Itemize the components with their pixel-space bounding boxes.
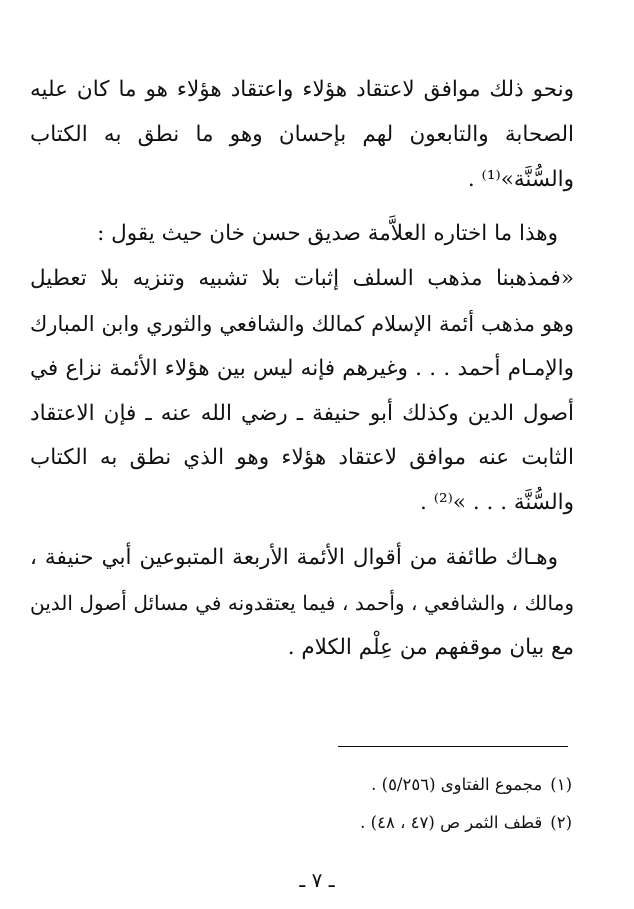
page-number: ـ ٧ ـ [299,868,335,892]
paragraph-gap [30,202,574,212]
text-line: الصحابة والتابعون لهم بإحسان وهو ما نطق به الكتاب [30,121,574,147]
text-line: مع بيان موقفهم من عِلْم الكلام . [287,634,574,660]
footnote-number: (٢) [550,813,572,832]
footnote-2 [120,804,572,842]
footnote-text: قطف الثمر ص (٤٧ ، ٤٨) . [360,813,543,832]
paragraph-gap [30,526,574,536]
text-line: وهذا ما اختاره العلاَّمة صديق حسن خان حيث يقول : [97,221,558,247]
footnotes [120,766,572,842]
footnote-separator [338,746,568,747]
paragraph-3 [30,536,574,670]
footnote-text: مجموع الفتاوى (٥/٢٥٦) . [371,775,543,794]
text-line: والسُّنَّة»⁽¹⁾ . [467,166,574,192]
footnote-number: (١) [550,775,572,794]
footnote-1 [120,766,572,804]
text-line: «فمذهبنا مذهب السلف إثبات بلا تشبيه وتنزيه بلا تعطيل [30,266,574,292]
paragraph-1 [30,68,574,202]
text-line: والسُّنَّة . . . »⁽²⁾ . [420,490,574,516]
page-body [30,68,574,670]
text-line: أصول الدين وكذلك أبو حنيفة ـ رضي الله عنه ـ فإن الاعتقاد [30,400,574,426]
text-line: الثابت عنه موافق لاعتقاد هؤلاء وهو الذي نطق به الكتاب [30,445,574,471]
text-line: وهو مذهب أئمة الإسلام كمالك والشافعي والثوري وابن المبارك [30,311,574,336]
text-line: ومالك ، والشافعي ، وأحمد ، فيما يعتقدونه في مسائل أصول الدين [30,590,574,615]
text-line: ونحو ذلك موافق لاعتقاد هؤلاء واعتقاد هؤلاء هو ما كان عليه [30,77,574,102]
text-line: وهـاك طائفة من أقوال الأئمة الأربعة المتبوعين أبي حنيفة ، [30,544,558,570]
paragraph-2 [30,212,574,526]
text-line: والإمـام أحمد . . . وغيرهم فإنه ليس بين هؤلاء الأئمة نزاع في [30,355,574,381]
